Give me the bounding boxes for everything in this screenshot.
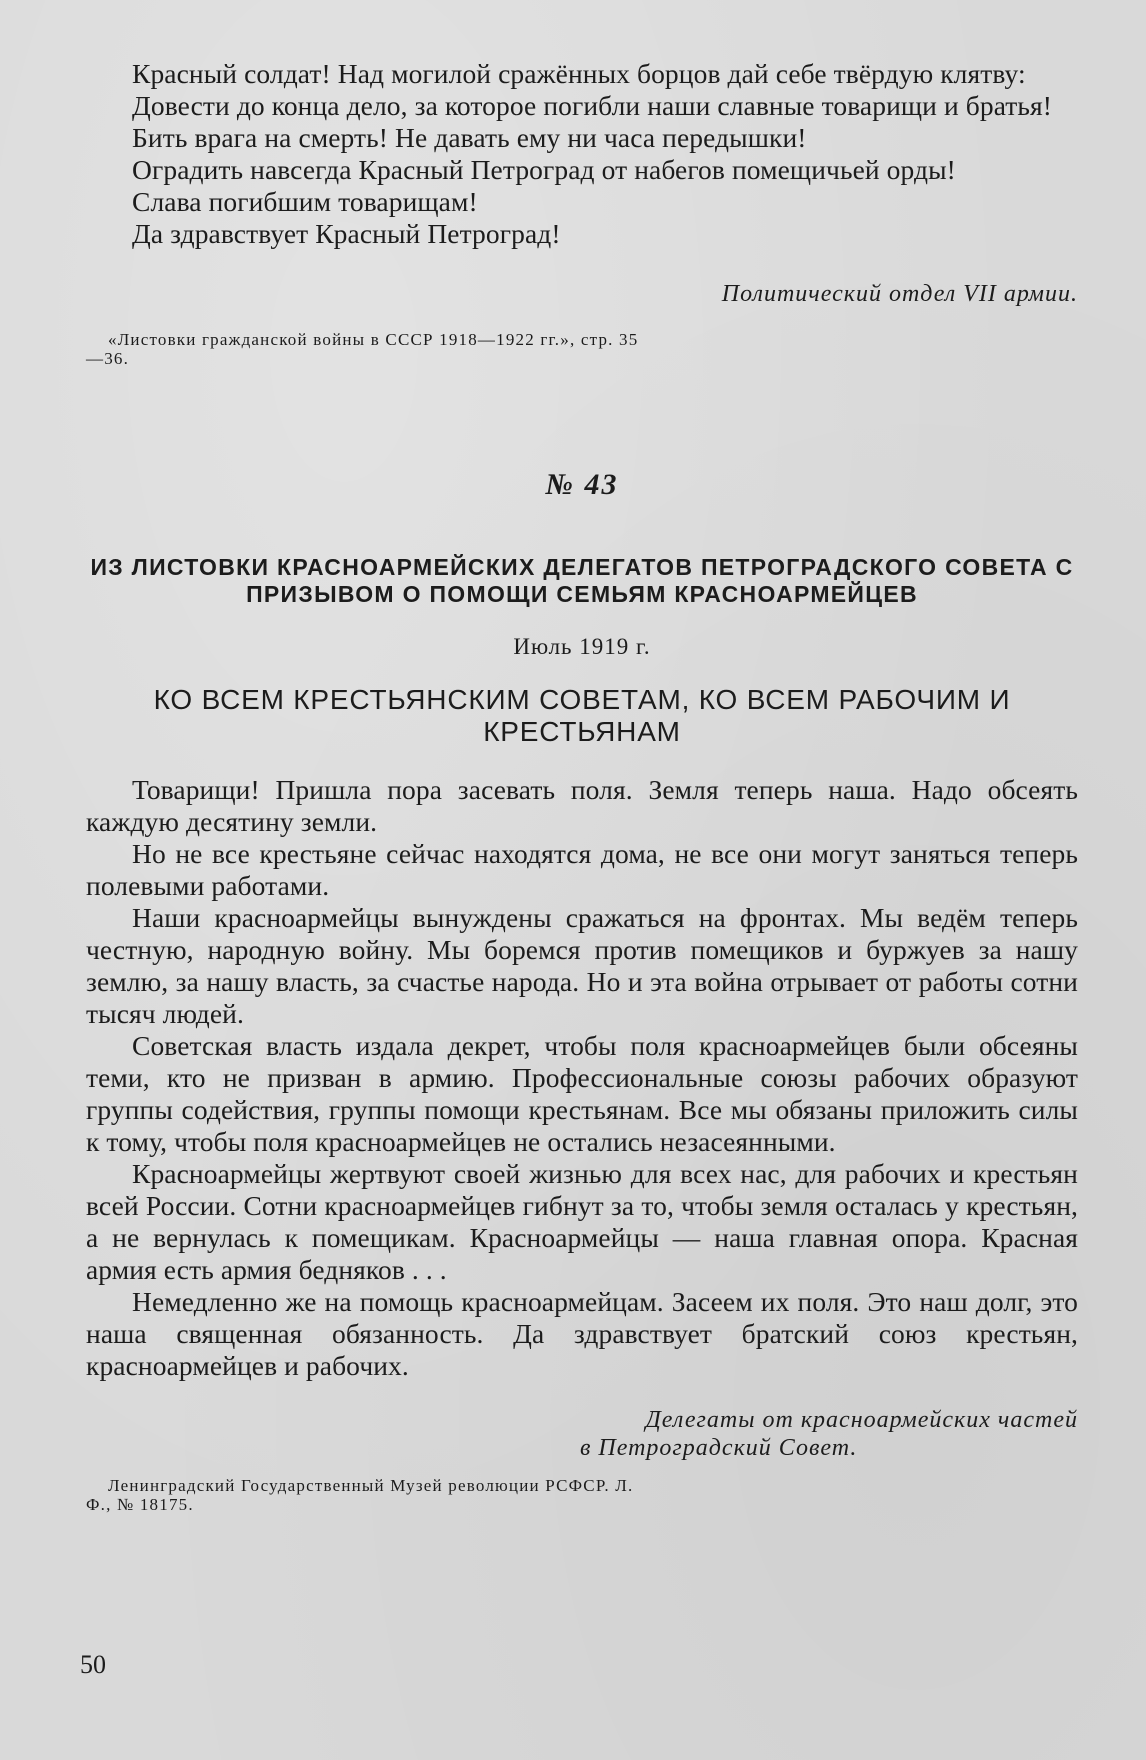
intro-paragraph: Бить врага на смерть! Не давать ему ни часа передышки! bbox=[132, 122, 807, 153]
document-signature-line: Делегаты от красноармейских частей bbox=[645, 1407, 1078, 1433]
document-number: № 43 bbox=[545, 468, 619, 501]
document-paragraph: Товарищи! Пришла пора засевать поля. Земля теперь наша. Надо обсеять каждую десятину земли. bbox=[86, 774, 1078, 837]
page-number: 50 bbox=[80, 1650, 106, 1679]
intro-source-citation: «Листовки гражданской войны в СССР 1918—1922 гг.», стр. 35—36. bbox=[86, 330, 639, 368]
document-paragraph: Наши красноармейцы вынуждены сражаться на фронтах. Мы ведём теперь честную, народную войну. Мы боремся против помещиков и буржуев за нашу землю, за нашу власть, за счастье народа. Но и эта война отрывает от работы сотни тысяч людей. bbox=[86, 902, 1078, 1029]
intro-paragraph: Да здравствует Красный Петроград! bbox=[132, 218, 561, 249]
document-date: Июль 1919 г. bbox=[513, 634, 651, 659]
intro-paragraph: Оградить навсегда Красный Петроград от набегов помещичьей орды! bbox=[132, 154, 956, 185]
document-paragraph: Немедленно же на помощь красноармейцам. Засеем их поля. Это наш долг, это наша священная обязанность. Да здравствует братский союз крестьян, красноармейцев и рабочих. bbox=[86, 1286, 1078, 1381]
intro-signature: Политический отдел VII армии. bbox=[721, 281, 1078, 307]
document-paragraph: Советская власть издала декрет, чтобы поля красноармейцев были обсеяны теми, кто не призван в армию. Профессиональные союзы рабочих образуют группы содействия, группы помощи крестьянам. Все мы обязаны приложить силы к тому, чтобы поля красноармейцев не остались незасеянными. bbox=[86, 1030, 1078, 1157]
document-heading: ИЗ ЛИСТОВКИ КРАСНОАРМЕЙСКИХ ДЕЛЕГАТОВ ПЕТРОГРАДСКОГО СОВЕТА С ПРИЗЫВОМ О ПОМОЩИ СЕМЬЯМ КРАСНОАРМЕЙЦЕВ bbox=[90, 554, 1074, 607]
document-source-citation: Ленинградский Государственный Музей революции РСФСР. Л. Ф., № 18175. bbox=[86, 1476, 634, 1514]
document-signature bbox=[86, 1406, 1078, 1462]
intro-section bbox=[86, 58, 1078, 368]
document-signature-line: в Петроградский Совет. bbox=[580, 1435, 858, 1461]
document-43 bbox=[86, 468, 1078, 1514]
document-paragraph: Но не все крестьяне сейчас находятся дома, не все они могут заняться теперь полевыми работами. bbox=[86, 838, 1078, 901]
document-subheading: КО ВСЕМ КРЕСТЬЯНСКИМ СОВЕТАМ, КО ВСЕМ РАБОЧИМ И КРЕСТЬЯНАМ bbox=[153, 684, 1011, 747]
intro-paragraph: Слава погибшим товарищам! bbox=[132, 186, 478, 217]
intro-paragraph: Красный солдат! Над могилой сражённых борцов дай себе твёрдую клятву: bbox=[132, 58, 1026, 89]
intro-paragraph: Довести до конца дело, за которое погибли наши славные товарищи и братья! bbox=[132, 90, 1053, 121]
document-paragraph: Красноармейцы жертвуют своей жизнью для всех нас, для рабочих и крестьян всей России. Сотни красноармейцев гибнут за то, чтобы земля осталась у крестьян, а не вернулась к помещикам. Красноармейцы — наша главная опора. Красная армия есть армия бедняков . . . bbox=[86, 1158, 1078, 1285]
